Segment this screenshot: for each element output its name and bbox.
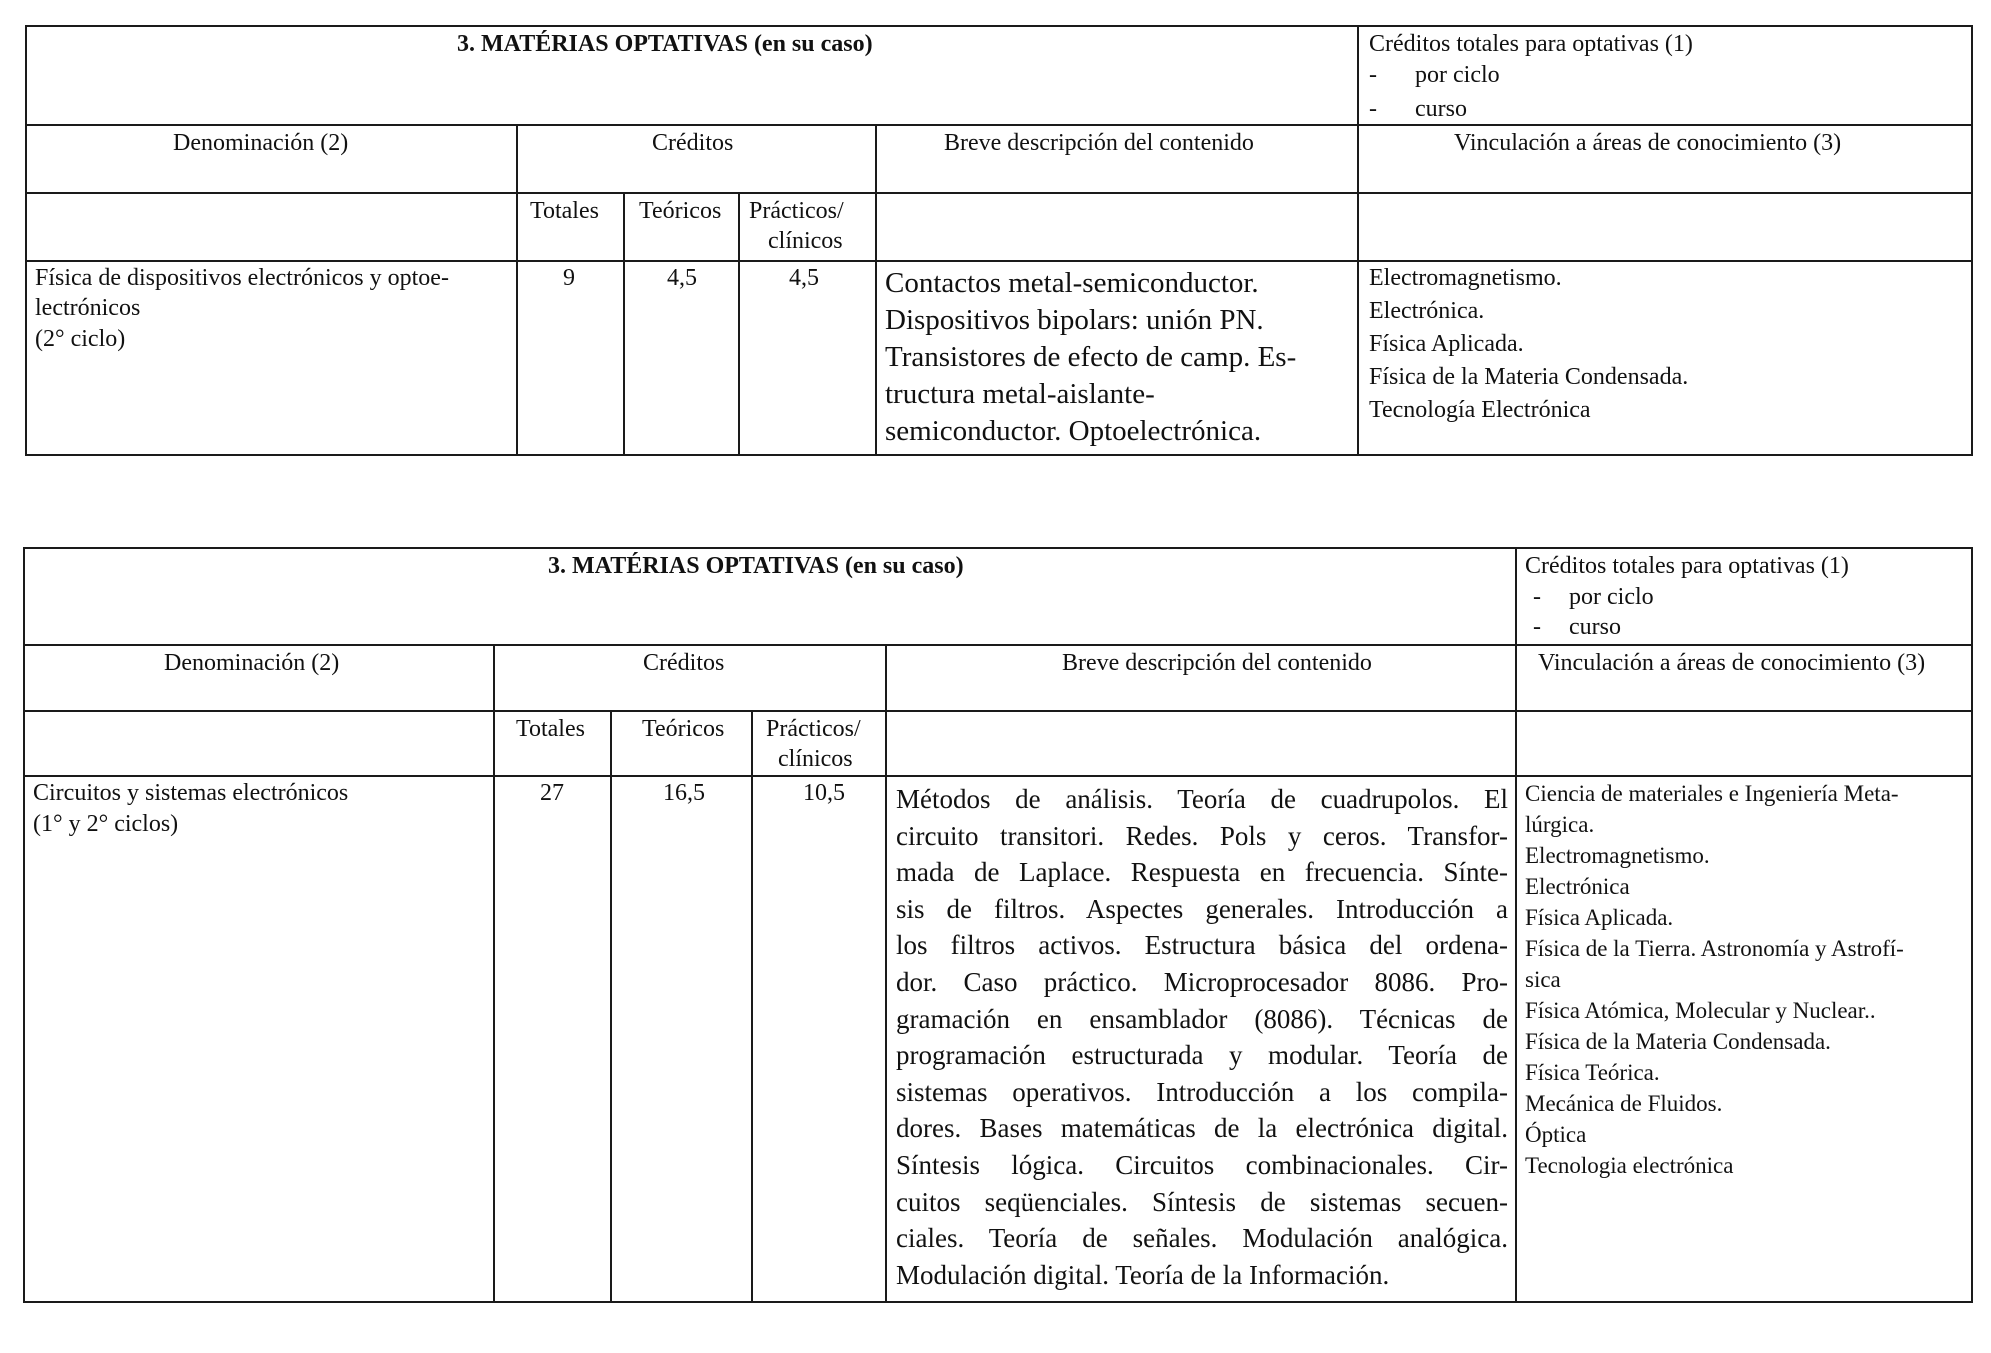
- row-descripcion-line: Transistores de efecto de camp. Es-: [885, 341, 1297, 373]
- table-rule: [1515, 549, 1517, 1301]
- table-rule: [25, 775, 1971, 777]
- row-descripcion-line: programación estructurada y modular. Teoría de: [896, 1040, 1508, 1071]
- row-descripcion-line: ciales. Teoría de señales. Modulación analógica.: [896, 1223, 1508, 1254]
- row-denominacion-line: (1° y 2° ciclos): [33, 811, 179, 837]
- row-descripcion-line: Dispositivos bipolars: unión PN.: [885, 304, 1264, 336]
- row-area: Física Aplicada.: [1525, 905, 1674, 930]
- header-denominacion: Denominación (2): [173, 130, 349, 156]
- row-descripcion: [896, 781, 1508, 1293]
- row-teoricos: 4,5: [667, 265, 697, 291]
- optional-subjects-table-1: [25, 25, 1973, 456]
- row-descripcion-line: circuito transitori. Redes. Pols y ceros. Transfor-: [896, 820, 1508, 851]
- header-descripcion: Breve descripción del contenido: [1062, 650, 1372, 676]
- row-teoricos: 16,5: [663, 780, 705, 806]
- table-rule: [493, 644, 495, 1301]
- row-descripcion-line: tructura metal-aislante-: [885, 378, 1155, 410]
- header-totales: Totales: [530, 198, 599, 224]
- row-area: Física Aplicada.: [1369, 331, 1524, 357]
- table-rule: [623, 192, 625, 454]
- row-descripcion-line: Métodos de análisis. Teoría de cuadrupolos. El: [896, 784, 1508, 814]
- row-area: Ciencia de materiales e Ingeniería Meta-: [1525, 781, 1899, 806]
- row-area: Electrónica: [1525, 874, 1630, 899]
- row-area: Física Atómica, Molecular y Nuclear..: [1525, 998, 1876, 1023]
- row-descripcion-line: los filtros activos. Estructura básica del ordena-: [896, 930, 1508, 961]
- header-vinculacion: Vinculación a áreas de conocimiento (3): [1538, 650, 1926, 676]
- row-totales: 9: [563, 265, 575, 291]
- row-descripcion-line: mada de Laplace. Respuesta en frecuencia. Sínte-: [896, 857, 1508, 888]
- credits-totals-heading: Créditos totales para optativas (1): [1369, 31, 1693, 57]
- row-area: Electromagnetismo.: [1525, 843, 1710, 868]
- row-areas: [1525, 778, 1965, 1181]
- table-rule: [25, 710, 1971, 712]
- header-teoricos: Teóricos: [639, 198, 722, 224]
- row-descripcion-line: dor. Caso práctico. Microprocesador 8086. Pro-: [896, 966, 1508, 997]
- row-descripcion-line: Contactos metal-semiconductor.: [885, 267, 1259, 299]
- header-practicos: Prácticos/: [749, 198, 844, 224]
- table-rule: [25, 644, 1971, 646]
- header-denominacion: Denominación (2): [164, 650, 340, 676]
- row-practicos: 4,5: [789, 265, 819, 291]
- table-rule: [27, 124, 1971, 126]
- row-area: Física Teórica.: [1525, 1060, 1660, 1085]
- row-totales: 27: [540, 780, 564, 806]
- row-area: Electrónica.: [1369, 298, 1485, 324]
- row-descripcion-line: semiconductor. Optoelectrónica.: [885, 415, 1262, 447]
- table-rule: [27, 260, 1971, 262]
- row-practicos: 10,5: [803, 780, 845, 806]
- table-title: 3. MATÉRIAS OPTATIVAS (en su caso): [457, 31, 873, 57]
- table-rule: [1357, 27, 1359, 454]
- table-rule: [875, 124, 877, 454]
- header-creditos: Créditos: [643, 650, 725, 676]
- credits-totals-item: curso: [1415, 96, 1467, 122]
- optional-subjects-table-2: [23, 547, 1973, 1303]
- row-area: Física de la Tierra. Astronomía y Astrofí-: [1525, 936, 1904, 961]
- row-descripcion-line: Modulación digital. Teoría de la Información.: [896, 1259, 1390, 1290]
- row-area: Tecnología Electrónica: [1369, 397, 1591, 423]
- row-area: Electromagnetismo.: [1369, 265, 1562, 291]
- row-descripcion-line: sistemas operativos. Introducción a los compila-: [896, 1076, 1508, 1107]
- header-creditos: Créditos: [652, 130, 734, 156]
- header-practicos: Prácticos/: [766, 716, 861, 742]
- credits-totals-dash: -: [1369, 62, 1377, 88]
- credits-totals-dash: -: [1369, 96, 1377, 122]
- table-rule: [751, 710, 753, 1301]
- row-descripcion-line: cuitos seqüenciales. Síntesis de sistemas secuen-: [896, 1186, 1508, 1217]
- credits-totals-heading: Créditos totales para optativas (1): [1525, 553, 1849, 579]
- credits-totals-dash: -: [1533, 584, 1541, 610]
- row-descripcion-line: sis de filtros. Aspectes generales. Introducción a: [896, 893, 1508, 924]
- row-descripcion-line: dores. Bases matemáticas de la electrónica digital.: [896, 1113, 1508, 1144]
- row-area: Física de la Materia Condensada.: [1525, 1029, 1831, 1054]
- header-descripcion: Breve descripción del contenido: [944, 130, 1254, 156]
- table-title: 3. MATÉRIAS OPTATIVAS (en su caso): [548, 553, 964, 579]
- credits-totals-item: por ciclo: [1415, 62, 1500, 88]
- table-rule: [516, 124, 518, 454]
- row-denominacion-line: Física de dispositivos electrónicos y optoe-: [35, 265, 449, 291]
- credits-totals-item: curso: [1569, 614, 1621, 640]
- table-rule: [738, 192, 740, 454]
- row-area: Mecánica de Fluidos.: [1525, 1091, 1723, 1116]
- row-denominacion-line: (2° ciclo): [35, 326, 126, 352]
- row-descripcion-line: gramación en ensamblador (8086). Técnicas de: [896, 1003, 1508, 1034]
- row-area: Óptica: [1525, 1122, 1587, 1147]
- header-vinculacion: Vinculación a áreas de conocimiento (3): [1454, 130, 1842, 156]
- row-area: Física de la Materia Condensada.: [1369, 364, 1689, 390]
- row-area: lúrgica.: [1525, 812, 1595, 837]
- row-area: Tecnologia electrónica: [1525, 1153, 1734, 1178]
- row-denominacion-line: Circuitos y sistemas electrónicos: [33, 780, 349, 806]
- table-rule: [610, 710, 612, 1301]
- header-teoricos: Teóricos: [642, 716, 725, 742]
- row-descripcion-line: Síntesis lógica. Circuitos combinacionales. Cir-: [896, 1149, 1508, 1180]
- header-clinicos: clínicos: [768, 228, 843, 254]
- row-denominacion-line: lectrónicos: [35, 295, 141, 321]
- table-rule: [885, 644, 887, 1301]
- table-rule: [27, 192, 1971, 194]
- header-clinicos: clínicos: [778, 746, 853, 772]
- credits-totals-dash: -: [1533, 614, 1541, 640]
- credits-totals-item: por ciclo: [1569, 584, 1654, 610]
- row-area: sica: [1525, 967, 1561, 992]
- header-totales: Totales: [516, 716, 585, 742]
